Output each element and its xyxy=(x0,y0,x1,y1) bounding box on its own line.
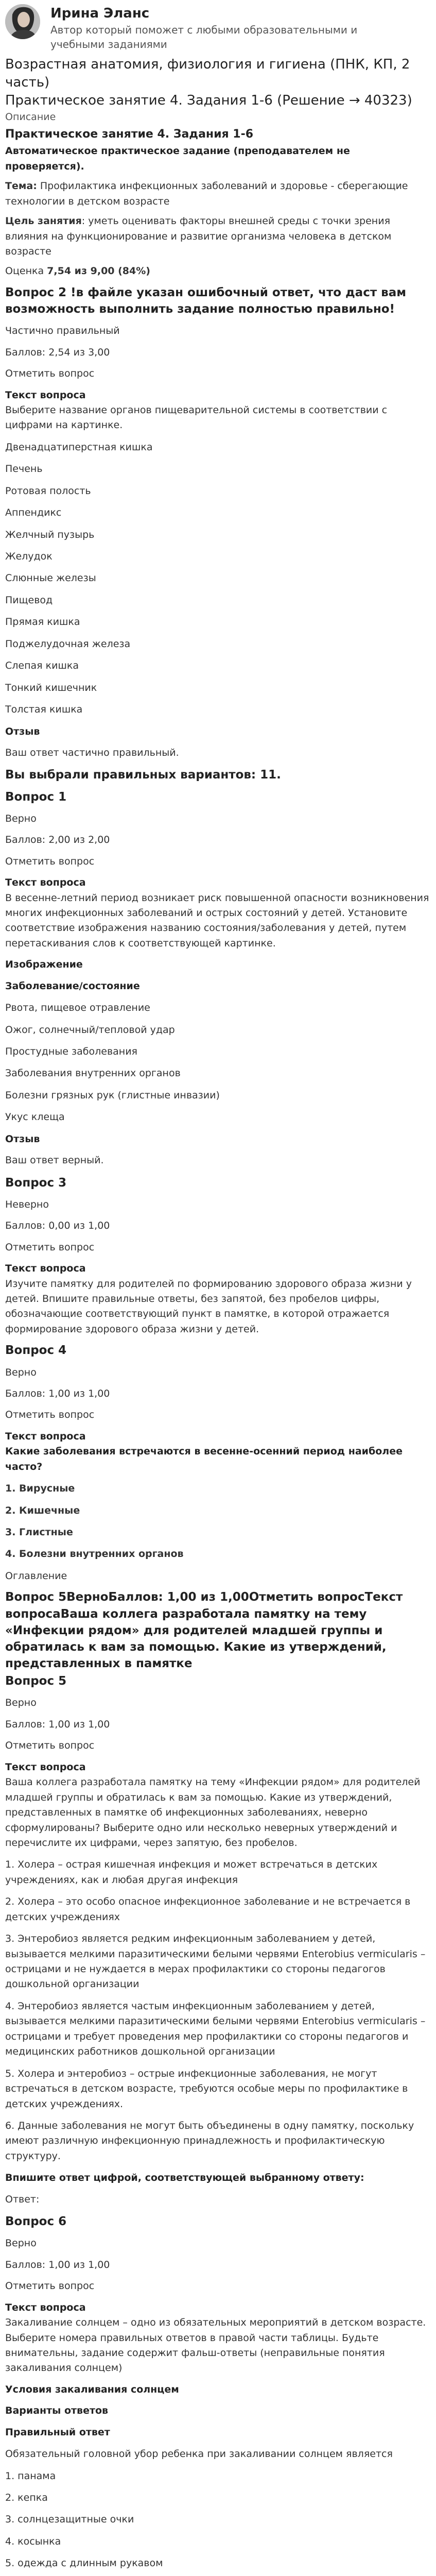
question-1-status: Верно xyxy=(5,812,37,824)
goal-label: Цель занятия xyxy=(5,215,82,227)
question-3-text-label: Текст вопроса xyxy=(5,1263,86,1275)
list-item: 2. кепка xyxy=(5,2492,48,2503)
list-item: 3. солнцезащитные очки xyxy=(5,2514,134,2526)
question-1-title: Вопрос 1 xyxy=(5,790,67,804)
question-5-merged-heading: Вопрос 5ВерноБаллов: 1,00 из 1,00Отметить вопросТекст вопросаВаша коллега разработала памятку на тему «Инфекции рядом» для родителей младшей группы и обратилась к вам за помощью. Какие из утверждений, представленных в памятке xyxy=(5,1590,403,1671)
question-3-flag[interactable]: Отметить вопрос xyxy=(5,1241,95,1253)
goal-text: : уметь оценивать факторы внешней среды с точки зрения влияния на функционирование и развитие организма человека в детском возрасте xyxy=(5,215,392,257)
list-item: 3. Глистные xyxy=(5,1527,73,1538)
question-5-text-label: Текст вопроса xyxy=(5,1761,86,1773)
group-heading: Обязательный головной убор ребенка при закаливании солнцем является xyxy=(5,2448,393,2460)
question-6-text-label: Текст вопроса xyxy=(5,2301,86,2313)
list-item: Пищевод xyxy=(5,594,53,606)
question-5-title: Вопрос 5 xyxy=(5,1674,67,1688)
avatar-portrait-icon xyxy=(5,4,40,39)
list-item: Двенадцатиперстная кишка xyxy=(5,441,153,453)
question-2-flag[interactable]: Отметить вопрос xyxy=(5,368,95,380)
question-2-feedback: Ваш ответ частично правильный. xyxy=(5,747,179,758)
author-avatar[interactable] xyxy=(5,4,40,39)
list-item: 1. панама xyxy=(5,2470,56,2482)
author-description-line1: Автор который поможет с любыми образовательными и xyxy=(50,23,358,36)
question-5-answer-label: Ответ: xyxy=(5,2193,40,2205)
question-2-title: Вопрос 2 !в файле указан ошибочный ответ, что даст вам возможность выполнить задание полностью правильно! xyxy=(5,285,407,316)
question-4-question: Какие заболевания встречаются в весенне-осенний период наиболее часто? xyxy=(5,1446,403,1472)
theme-paragraph xyxy=(5,179,431,209)
list-item: Простудные заболевания xyxy=(5,1046,137,1057)
question-3-status: Неверно xyxy=(5,1198,49,1210)
list-item: Заболевания внутренних органов xyxy=(5,1067,181,1079)
total-score-label: Оценка xyxy=(5,265,44,277)
question-2-status: Частично правильный xyxy=(5,325,120,337)
question-4 xyxy=(5,1342,431,1584)
question-5-instruction: Впишите ответ цифрой, соответствующей выбранному ответу: xyxy=(5,2172,364,2184)
question-4-status: Верно xyxy=(5,1366,37,1378)
question-1-feedback-label: Отзыв xyxy=(5,1133,40,1145)
question-3-title: Вопрос 3 xyxy=(5,1176,67,1190)
list-item: 3. Энтеробиоз является редким инфекционным заболеванием у детей, вызывается мелкими паразитическими белыми червями Enterobius vermicularis – острицами и не нуждается в мерах профилактики со стороны педагогов дошкольной организации xyxy=(5,1933,426,1990)
question-6-correct-label: Правильный ответ xyxy=(5,2426,110,2438)
question-5-status: Верно xyxy=(5,1697,37,1709)
question-6 xyxy=(5,2213,431,2576)
total-score-value: 7,54 из 9,00 (84%) xyxy=(47,265,150,277)
question-2 xyxy=(5,284,431,784)
list-item: Желудок xyxy=(5,551,53,562)
list-item: 4. косынка xyxy=(5,2535,61,2547)
question-1-score: Баллов: 2,00 из 2,00 xyxy=(5,834,110,846)
question-2-text-label: Текст вопроса xyxy=(5,389,86,401)
question-3 xyxy=(5,1175,431,1337)
question-6-sub-label: Условия закаливания солнцем xyxy=(5,2383,179,2395)
question-2-score: Баллов: 2,54 из 3,00 xyxy=(5,346,110,358)
list-item: Ожог, солнечный/тепловой удар xyxy=(5,1024,175,1036)
question-2-text: Выберите название органов пищеварительной системы в соответствии с цифрами на картинке. xyxy=(5,404,388,431)
total-score xyxy=(5,264,431,279)
list-item: 6. Данные заболевания не могут быть объединены в одну памятку, поскольку имеют различную инфекционную принадлежность и профилактическую структуру. xyxy=(5,2120,414,2162)
question-1-text-label: Текст вопроса xyxy=(5,877,86,889)
question-5-score: Баллов: 1,00 из 1,00 xyxy=(5,1718,110,1730)
list-item: Тонкий кишечник xyxy=(5,682,97,693)
list-item: 1. Холера – острая кишечная инфекция и может встречаться в детских учреждениях, как и любая другая инфекция xyxy=(5,1859,378,1886)
question-1-text: В весенне-летний период возникает риск повышенной опасности возникновения многих инфекционных заболеваний и острых состояний у детей. Установите соответствие изображения названию состояния/заболевания у детей, путем перетаскивания слов к соответствующей картинке. xyxy=(5,892,429,949)
author-description-line2: учебными заданиями xyxy=(50,38,167,50)
list-item: 5. одежда с длинным рукавом xyxy=(5,2557,163,2569)
question-6-text: Закаливание солнцем – одно из обязательных мероприятий в детском возрасте. Выберите номера правильных ответов в правой части таблицы. Будьте внимательны, задание содержит фальш-ответы (неправильные понятия закаливания солнцем) xyxy=(5,2317,426,2374)
question-5 xyxy=(5,1589,431,2207)
list-item: Ротовая полость xyxy=(5,485,91,497)
list-item: Прямая кишка xyxy=(5,616,80,628)
question-5-statement-list xyxy=(5,1857,431,2164)
question-4-flag[interactable]: Отметить вопрос xyxy=(5,1409,95,1421)
description-label: Описание xyxy=(5,111,56,123)
list-item: 2. Холера – это особо опасное инфекционное заболевание и не встречается в детских учреждениях xyxy=(5,1896,411,1923)
question-1-image-label: Изображение xyxy=(5,959,83,971)
question-6-variants-label: Варианты ответов xyxy=(5,2405,109,2417)
question-6-score: Баллов: 1,00 из 1,00 xyxy=(5,2259,110,2270)
question-1 xyxy=(5,789,431,1168)
list-item: 4. Болезни внутренних органов xyxy=(5,1548,184,1560)
question-4-score: Баллов: 1,00 из 1,00 xyxy=(5,1387,110,1399)
list-item: Укус клеща xyxy=(5,1111,65,1123)
question-1-condition-list xyxy=(5,1001,431,1125)
page-title xyxy=(5,56,431,110)
author-name[interactable]: Ирина Эланс xyxy=(50,6,150,21)
auto-task-note: Автоматическое практическое задание (преподавателем не проверяется). xyxy=(5,145,350,172)
list-item: Желчный пузырь xyxy=(5,529,95,540)
question-2-organ-list xyxy=(5,440,431,718)
page-title-line2: Практическое занятие 4. Задания 1-6 (Решение → 40323) xyxy=(5,92,412,108)
list-item: Аппендикс xyxy=(5,507,62,519)
author-card xyxy=(5,4,431,52)
question-2-feedback-label: Отзыв xyxy=(5,725,40,737)
question-6-group-1 xyxy=(5,2447,431,2571)
list-item: Толстая кишка xyxy=(5,704,83,716)
question-6-flag[interactable]: Отметить вопрос xyxy=(5,2280,95,2292)
question-1-feedback: Ваш ответ верный. xyxy=(5,1155,104,1166)
question-4-answer-list xyxy=(5,1481,431,1562)
list-item: Болезни грязных рук (глистные инвазии) xyxy=(5,1089,220,1101)
theme-label: Тема: xyxy=(5,180,37,192)
list-item: Слепая кишка xyxy=(5,660,79,672)
list-item: Печень xyxy=(5,463,43,475)
question-3-score: Баллов: 0,00 из 1,00 xyxy=(5,1220,110,1232)
question-1-flag[interactable]: Отметить вопрос xyxy=(5,855,95,867)
question-1-column-label: Заболевание/состояние xyxy=(5,980,140,992)
page-title-line1: Возрастная анатомия, физиология и гигиена (ПНК, КП, 2 часть) xyxy=(5,56,410,90)
question-5-text: Ваша коллега разработала памятку на тему «Инфекции рядом» для родителей младшей группы и обратилась к вам за помощью. Какие из утверждений, представленных в памятке об инфекционных заболеваниях, неверно сформулированы? Выберите одно или несколько неверных утверждений и перечислите их цифрами, через запятую, без пробелов. xyxy=(5,1776,421,1849)
list-item: Слюнные железы xyxy=(5,572,96,584)
question-3-text: Изучите памятку для родителей по формированию здорового образа жизни у детей. Впишите правильные ответы, без запятой, без пробелов цифры, обозначающие соответствующий пункт в памятке, в которой отражается формирование здорового образа жизни у детей. xyxy=(5,1278,412,1335)
question-4-text-label: Текст вопроса xyxy=(5,1430,86,1442)
question-6-status: Верно xyxy=(5,2238,37,2249)
list-item: 2. Кишечные xyxy=(5,1504,80,1516)
list-item: 1. Вирусные xyxy=(5,1483,75,1495)
question-4-footer[interactable]: Оглавление xyxy=(5,1570,67,1582)
list-item: 5. Холера и энтеробиоз – острые инфекционные заболевания, не могут встречаться в детском возрасте, требуются особые меры по профилактике в детских учреждениях. xyxy=(5,2067,408,2110)
list-item: Поджелудочная железа xyxy=(5,638,131,650)
question-6-title: Вопрос 6 xyxy=(5,2215,67,2229)
task-heading: Практическое занятие 4. Задания 1-6 xyxy=(5,127,254,141)
question-5-flag[interactable]: Отметить вопрос xyxy=(5,1740,95,1752)
theme-text: Профилактика инфекционных заболеваний и здоровье - сберегающие технологии в детском возрасте xyxy=(5,180,408,207)
question-4-title: Вопрос 4 xyxy=(5,1344,67,1358)
list-item: 4. Энтеробиоз является частым инфекционным заболеванием у детей, вызывается мелкими паразитическими белыми червями Enterobius vermicularis – острицами и требует проведения мер профилактики со стороны педагогов и медицинских работников дошкольной организации xyxy=(5,2000,426,2058)
question-2-result: Вы выбрали правильных вариантов: 11. xyxy=(5,768,281,782)
list-item: Рвота, пищевое отравление xyxy=(5,1002,150,1014)
goal-paragraph xyxy=(5,214,431,259)
